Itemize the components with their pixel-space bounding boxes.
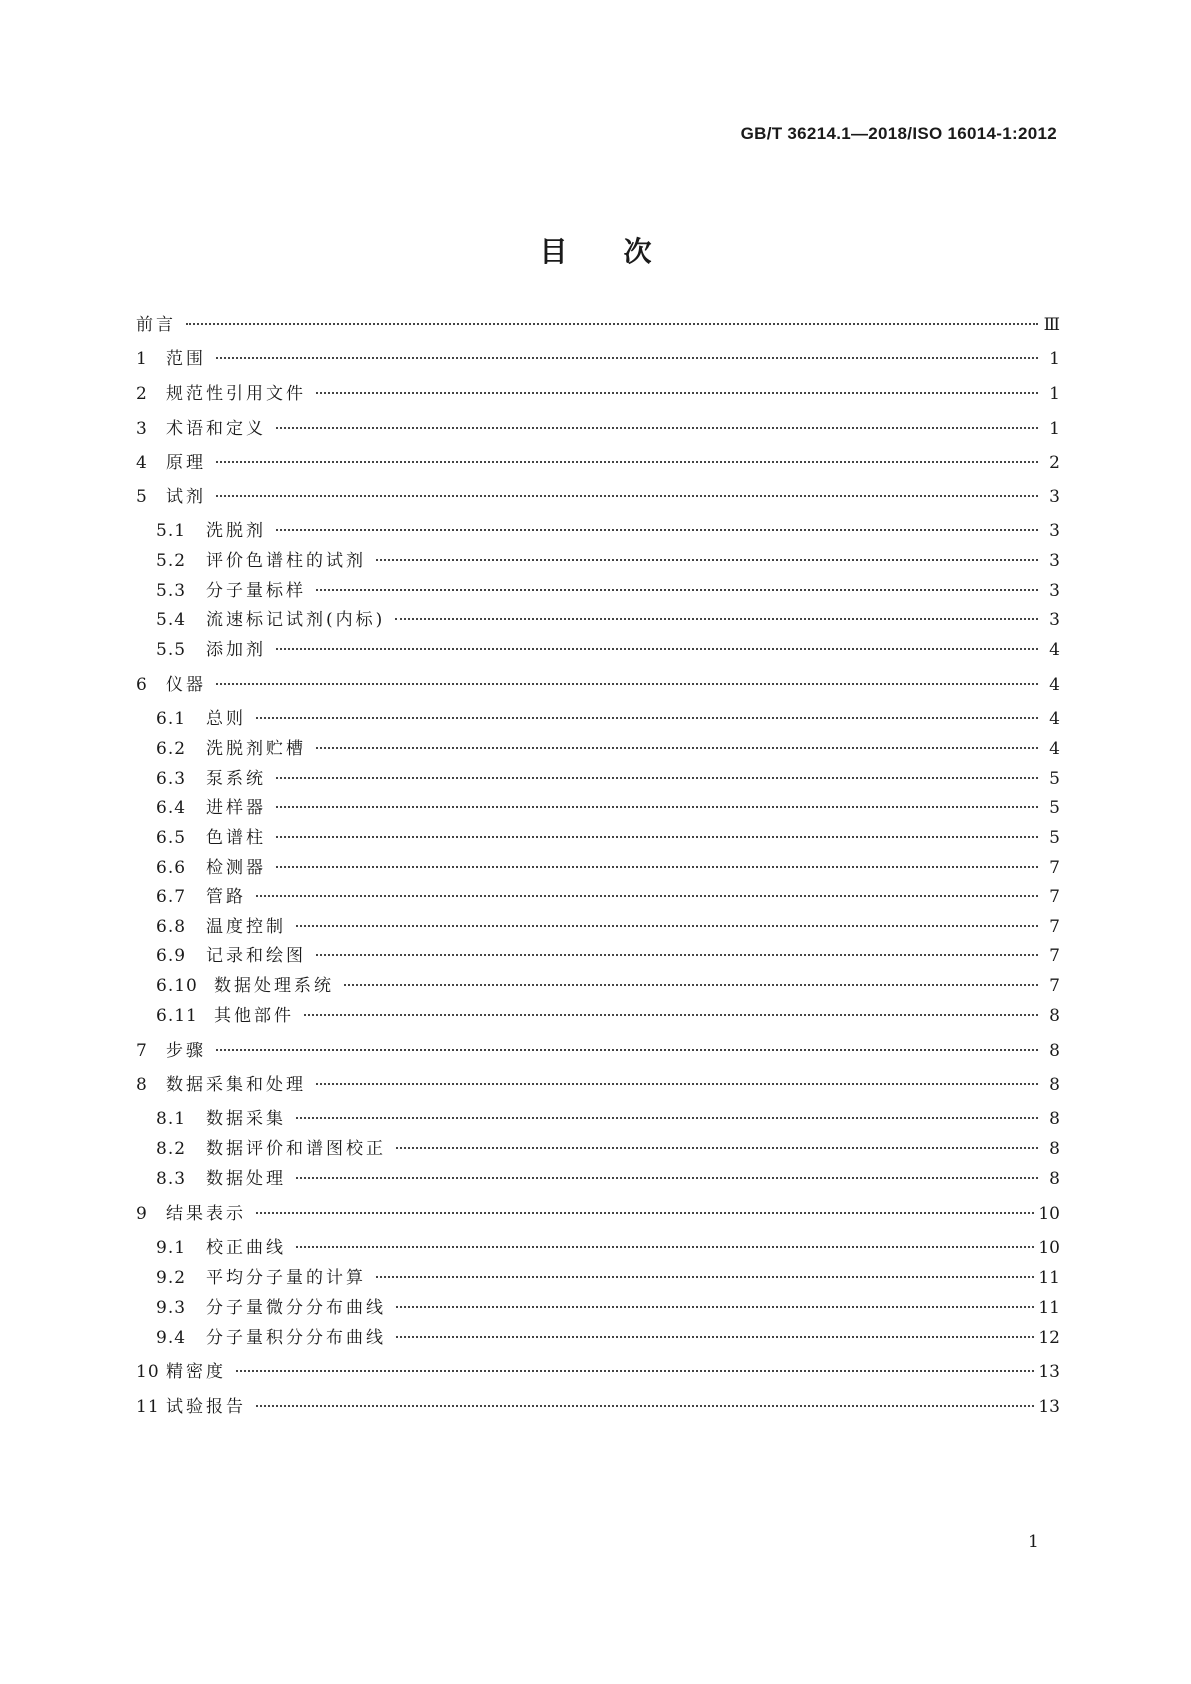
toc-entry-page: 7 bbox=[1049, 887, 1060, 907]
toc-entry-number: 9.3 bbox=[156, 1298, 187, 1318]
toc-entry-page: 2 bbox=[1049, 453, 1060, 473]
toc-entry-number: 5.4 bbox=[156, 610, 187, 630]
toc-entry-number: 8.1 bbox=[156, 1109, 187, 1129]
toc-entry-title: 泵系统 bbox=[206, 769, 266, 789]
toc-entry[interactable] bbox=[136, 484, 1060, 510]
page-number: 1 bbox=[1028, 1532, 1039, 1552]
toc-entry-title: 数据采集 bbox=[206, 1109, 286, 1129]
toc-entry[interactable] bbox=[156, 1265, 1060, 1291]
toc-entry[interactable] bbox=[136, 1072, 1060, 1098]
toc-entry-page: 8 bbox=[1049, 1169, 1060, 1189]
toc-entry-title: 洗脱剂贮槽 bbox=[206, 739, 306, 759]
toc-entry-page: 13 bbox=[1038, 1362, 1060, 1382]
toc-entry-title: 管路 bbox=[206, 887, 246, 907]
toc-entry[interactable] bbox=[156, 973, 1060, 999]
toc-entry-number: 5.5 bbox=[156, 640, 187, 660]
toc-entry[interactable] bbox=[156, 736, 1060, 762]
toc-entry[interactable] bbox=[156, 766, 1060, 792]
toc-entry-number: 8 bbox=[136, 1075, 148, 1095]
toc-entry-title: 平均分子量的计算 bbox=[206, 1268, 366, 1288]
toc-entry-page: 4 bbox=[1049, 675, 1060, 695]
toc-entry-number: 6.2 bbox=[156, 739, 187, 759]
toc-entry-page: 3 bbox=[1049, 581, 1060, 601]
toc-entry[interactable] bbox=[156, 855, 1060, 881]
toc-entry-number: 5.3 bbox=[156, 581, 187, 601]
toc-dot-leader bbox=[376, 1276, 1034, 1278]
toc-entry-number: 2 bbox=[136, 384, 148, 404]
toc-dot-leader bbox=[296, 925, 1038, 927]
toc-entry-title: 评价色谱柱的试剂 bbox=[206, 551, 366, 571]
toc-dot-leader bbox=[344, 984, 1038, 986]
toc-entry-number: 9 bbox=[136, 1204, 148, 1224]
toc-entry[interactable] bbox=[156, 1003, 1060, 1029]
toc-entry-number: 5.1 bbox=[156, 521, 187, 541]
toc-entry-page: 7 bbox=[1049, 946, 1060, 966]
toc-entry-page: 7 bbox=[1049, 858, 1060, 878]
toc-dot-leader bbox=[216, 1049, 1038, 1051]
toc-entry-title: 数据采集和处理 bbox=[166, 1075, 306, 1095]
toc-entry-number: 6.6 bbox=[156, 858, 187, 878]
toc-dot-leader bbox=[396, 1306, 1034, 1308]
toc-entry-page: 13 bbox=[1038, 1397, 1060, 1417]
page-title: 目次 bbox=[539, 235, 708, 268]
toc-entry[interactable] bbox=[136, 416, 1060, 442]
toc-entry-number: 1 bbox=[136, 349, 148, 369]
toc-entry[interactable] bbox=[136, 1038, 1060, 1064]
toc-entry-page: 4 bbox=[1049, 640, 1060, 660]
toc-entry-page: 4 bbox=[1049, 709, 1060, 729]
toc-entry-number: 6.3 bbox=[156, 769, 187, 789]
toc-entry-page: 3 bbox=[1049, 487, 1060, 507]
toc-dot-leader bbox=[256, 1212, 1034, 1214]
toc-dot-leader bbox=[304, 1014, 1038, 1016]
toc-entry-page: 12 bbox=[1038, 1328, 1060, 1348]
toc-dot-leader bbox=[296, 1177, 1038, 1179]
toc-entry[interactable] bbox=[156, 914, 1060, 940]
toc-entry[interactable] bbox=[136, 1394, 1060, 1420]
toc-entry-title: 数据评价和谱图校正 bbox=[206, 1139, 386, 1159]
toc-entry-number: 6.9 bbox=[156, 946, 187, 966]
toc-entry-number: 9.4 bbox=[156, 1328, 187, 1348]
toc-entry-page: 3 bbox=[1049, 610, 1060, 630]
toc-dot-leader bbox=[216, 495, 1038, 497]
toc-dot-leader bbox=[316, 589, 1038, 591]
toc-entry-page: 5 bbox=[1049, 828, 1060, 848]
toc-entry-title: 范围 bbox=[166, 349, 206, 369]
toc-entry-page: 3 bbox=[1049, 521, 1060, 541]
toc-dot-leader bbox=[276, 866, 1038, 868]
toc-dot-leader bbox=[276, 806, 1038, 808]
toc-entry-number: 6 bbox=[136, 675, 148, 695]
toc-dot-leader bbox=[316, 747, 1038, 749]
toc-entry-number: 7 bbox=[136, 1041, 148, 1061]
toc-entry-page: 8 bbox=[1049, 1109, 1060, 1129]
toc-entry-number: 8.3 bbox=[156, 1169, 187, 1189]
toc-entry-title: 总则 bbox=[206, 709, 246, 729]
toc-entry-number: 6.5 bbox=[156, 828, 187, 848]
toc-entry-title: 分子量微分分布曲线 bbox=[206, 1298, 386, 1318]
toc-entry-number: 5 bbox=[136, 487, 148, 507]
toc-dot-leader bbox=[316, 954, 1038, 956]
toc-entry-page: 1 bbox=[1049, 419, 1060, 439]
toc-entry-title: 分子量积分分布曲线 bbox=[206, 1328, 386, 1348]
toc-entry[interactable] bbox=[156, 1106, 1060, 1132]
toc-entry[interactable] bbox=[156, 795, 1060, 821]
toc-entry-title: 试剂 bbox=[166, 487, 206, 507]
toc-entry-page: 10 bbox=[1038, 1238, 1060, 1258]
toc-entry-title: 规范性引用文件 bbox=[166, 384, 306, 404]
toc-entry-title: 其他部件 bbox=[214, 1006, 294, 1026]
toc-entry[interactable] bbox=[136, 381, 1060, 407]
toc-entry-title: 步骤 bbox=[166, 1041, 206, 1061]
toc-entry[interactable] bbox=[156, 637, 1060, 663]
toc-entry[interactable] bbox=[136, 1359, 1060, 1385]
toc-entry-number: 6.4 bbox=[156, 798, 187, 818]
toc-entry-number: 6.10 bbox=[156, 976, 198, 996]
toc-entry-title: 色谱柱 bbox=[206, 828, 266, 848]
toc-entry-title: 结果表示 bbox=[166, 1204, 246, 1224]
toc-entry-number: 8.2 bbox=[156, 1139, 187, 1159]
toc-entry[interactable] bbox=[136, 1201, 1060, 1227]
toc-entry[interactable] bbox=[156, 548, 1060, 574]
toc-dot-leader bbox=[236, 1370, 1034, 1372]
toc-entry-title: 试验报告 bbox=[166, 1397, 246, 1417]
toc-entry-title: 添加剂 bbox=[206, 640, 266, 660]
toc-dot-leader bbox=[276, 529, 1038, 531]
toc-entry-title: 数据处理 bbox=[206, 1169, 286, 1189]
toc-entry-page: 11 bbox=[1038, 1268, 1060, 1288]
toc-entry-title: 分子量标样 bbox=[206, 581, 306, 601]
toc-dot-leader bbox=[296, 1246, 1034, 1248]
toc-dot-leader bbox=[396, 1336, 1034, 1338]
toc-entry-page: 10 bbox=[1038, 1204, 1060, 1224]
toc-entry-number: 11 bbox=[136, 1397, 160, 1417]
toc-entry-title: 术语和定义 bbox=[166, 419, 266, 439]
toc-entry-title: 记录和绘图 bbox=[206, 946, 306, 966]
toc-entry-number: 10 bbox=[136, 1362, 160, 1382]
toc-entry-title: 前言 bbox=[136, 315, 176, 335]
toc-entry-page: 7 bbox=[1049, 917, 1060, 937]
toc-dot-leader bbox=[396, 1147, 1038, 1149]
toc-dot-leader bbox=[216, 357, 1038, 359]
toc-entry-number: 5.2 bbox=[156, 551, 187, 571]
toc-entry-page: 8 bbox=[1049, 1139, 1060, 1159]
toc-dot-leader bbox=[216, 683, 1038, 685]
toc-entry-number: 9.1 bbox=[156, 1238, 187, 1258]
toc-entry[interactable] bbox=[136, 312, 1060, 338]
toc-entry[interactable] bbox=[156, 1325, 1060, 1351]
toc-entry-title: 温度控制 bbox=[206, 917, 286, 937]
toc-entry-number: 3 bbox=[136, 419, 148, 439]
toc-entry-number: 6.1 bbox=[156, 709, 187, 729]
toc-entry-title: 流速标记试剂(内标) bbox=[206, 610, 386, 630]
toc-entry-title: 仪器 bbox=[166, 675, 206, 695]
toc-entry-title: 洗脱剂 bbox=[206, 521, 266, 541]
toc-dot-leader bbox=[376, 559, 1038, 561]
toc-dot-leader bbox=[276, 836, 1038, 838]
toc-entry-page: 7 bbox=[1049, 976, 1060, 996]
toc-entry-page: 4 bbox=[1049, 739, 1060, 759]
toc-dot-leader bbox=[296, 1117, 1038, 1119]
toc-entry[interactable] bbox=[136, 450, 1060, 476]
toc-entry[interactable] bbox=[156, 578, 1060, 604]
toc-entry-number: 9.2 bbox=[156, 1268, 187, 1288]
toc-entry-page: Ⅲ bbox=[1043, 315, 1060, 335]
toc-entry[interactable] bbox=[136, 346, 1060, 372]
toc-entry[interactable] bbox=[156, 706, 1060, 732]
toc-entry[interactable] bbox=[156, 825, 1060, 851]
toc-entry-title: 精密度 bbox=[166, 1362, 226, 1382]
toc-entry-title: 校正曲线 bbox=[206, 1238, 286, 1258]
toc-entry-title: 检测器 bbox=[206, 858, 266, 878]
toc-dot-leader bbox=[216, 461, 1038, 463]
toc-entry[interactable] bbox=[156, 1136, 1060, 1162]
toc-entry[interactable] bbox=[156, 1295, 1060, 1321]
toc-entry-page: 11 bbox=[1038, 1298, 1060, 1318]
toc-entry-number: 4 bbox=[136, 453, 148, 473]
toc-entry-title: 数据处理系统 bbox=[214, 976, 334, 996]
toc-dot-leader bbox=[395, 618, 1038, 620]
toc-entry-page: 8 bbox=[1049, 1041, 1060, 1061]
toc-dot-leader bbox=[276, 648, 1038, 650]
toc-entry-number: 6.11 bbox=[156, 1006, 198, 1026]
toc-entry[interactable] bbox=[136, 672, 1060, 698]
toc-entry[interactable] bbox=[156, 884, 1060, 910]
toc-entry-page: 8 bbox=[1049, 1006, 1060, 1026]
toc-entry[interactable] bbox=[156, 607, 1060, 633]
toc-dot-leader bbox=[276, 427, 1038, 429]
toc-entry-page: 1 bbox=[1049, 384, 1060, 404]
toc-dot-leader bbox=[316, 1083, 1038, 1085]
toc-dot-leader bbox=[256, 717, 1038, 719]
toc-entry-page: 5 bbox=[1049, 798, 1060, 818]
toc-dot-leader bbox=[316, 392, 1038, 394]
toc-dot-leader bbox=[276, 777, 1038, 779]
toc-entry[interactable] bbox=[156, 1166, 1060, 1192]
toc-entry[interactable] bbox=[156, 1235, 1060, 1261]
toc-dot-leader bbox=[256, 1405, 1034, 1407]
toc-entry-title: 进样器 bbox=[206, 798, 266, 818]
toc-entry[interactable] bbox=[156, 518, 1060, 544]
toc-dot-leader bbox=[186, 323, 1038, 325]
toc-entry-page: 5 bbox=[1049, 769, 1060, 789]
toc-entry-page: 8 bbox=[1049, 1075, 1060, 1095]
toc-entry-title: 原理 bbox=[166, 453, 206, 473]
toc-entry-number: 6.8 bbox=[156, 917, 187, 937]
standard-code: GB/T 36214.1—2018/ISO 16014-1:2012 bbox=[740, 124, 1057, 143]
toc-entry-number: 6.7 bbox=[156, 887, 187, 907]
toc-entry[interactable] bbox=[156, 943, 1060, 969]
toc-entry-page: 1 bbox=[1049, 349, 1060, 369]
toc-entry-page: 3 bbox=[1049, 551, 1060, 571]
toc-dot-leader bbox=[256, 895, 1038, 897]
